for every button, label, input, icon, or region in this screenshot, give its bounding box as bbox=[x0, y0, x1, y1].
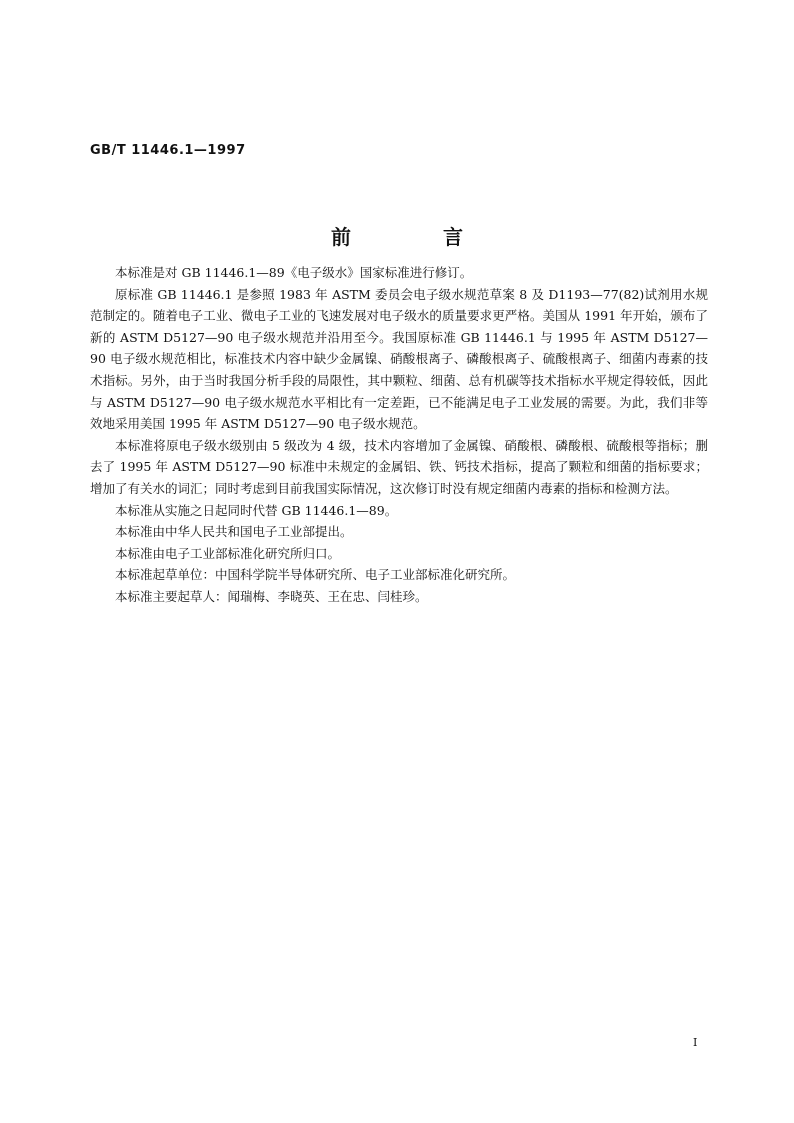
standard-code: GB/T 11446.1—1997 bbox=[90, 143, 246, 158]
paragraph-changes: 本标准将原电子级水级别由 5 级改为 4 级，技术内容增加了金属镍、硝酸根、磷酸根、硫酸根等指标；删去了 1995 年 ASTM D5127—90 标准中未规定的金属铝、铁、钙技术指标，提高了颗粒和细菌的指标要求；增加了有关水的词汇；同时考虑到目前我国实际情况，这次修订时没有规定细菌内毒素的指标和检测方法。 bbox=[90, 437, 708, 496]
paragraph-administrator: 本标准由电子工业部标准化研究所归口。 bbox=[115, 545, 341, 561]
foreword-body bbox=[90, 262, 708, 608]
paragraph-proposer: 本标准由中华人民共和国电子工业部提出。 bbox=[115, 524, 353, 540]
paragraph-drafting-units: 本标准起草单位：中国科学院半导体研究所、电子工业部标准化研究所。 bbox=[115, 567, 516, 583]
paragraph-background: 原标准 GB 11446.1 是参照 1983 年 ASTM 委员会电子级水规范草案 8 及 D1193—77(82)试剂用水规范制定的。随着电子工业、微电子工业的飞速发展对电子级水的质量要求更严格。美国从 1991 年开始，颁布了新的 ASTM D5127—90 电子级水规范并沿用至今。我国原标准 GB 11446.1 与 1995 年 ASTM D5127—90 电子级水规范相比，标准技术内容中缺少金属镍、硝酸根离子、磷酸根离子、硫酸根离子、细菌内毒素的技术指标。另外，由于当时我国分析手段的局限性，其中颗粒、细菌、总有机碳等技术指标水平规定得较低，因此与 ASTM D5127—90 电子级水规范水平相比有一定差距，已不能满足电子工业发展的需要。为此，我们非等效地采用美国 1995 年 ASTM D5127—90 电子级水规范。 bbox=[90, 286, 708, 432]
paragraph-replacement: 本标准从实施之日起同时代替 GB 11446.1—89。 bbox=[115, 502, 398, 518]
page-title: 前 言 bbox=[331, 225, 499, 249]
paragraph-drafters: 本标准主要起草人：闻瑞梅、李晓英、王在忠、闫桂珍。 bbox=[115, 588, 428, 604]
page-number: I bbox=[693, 1036, 698, 1049]
paragraph-revision-note: 本标准是对 GB 11446.1—89《电子级水》国家标准进行修订。 bbox=[115, 265, 473, 280]
